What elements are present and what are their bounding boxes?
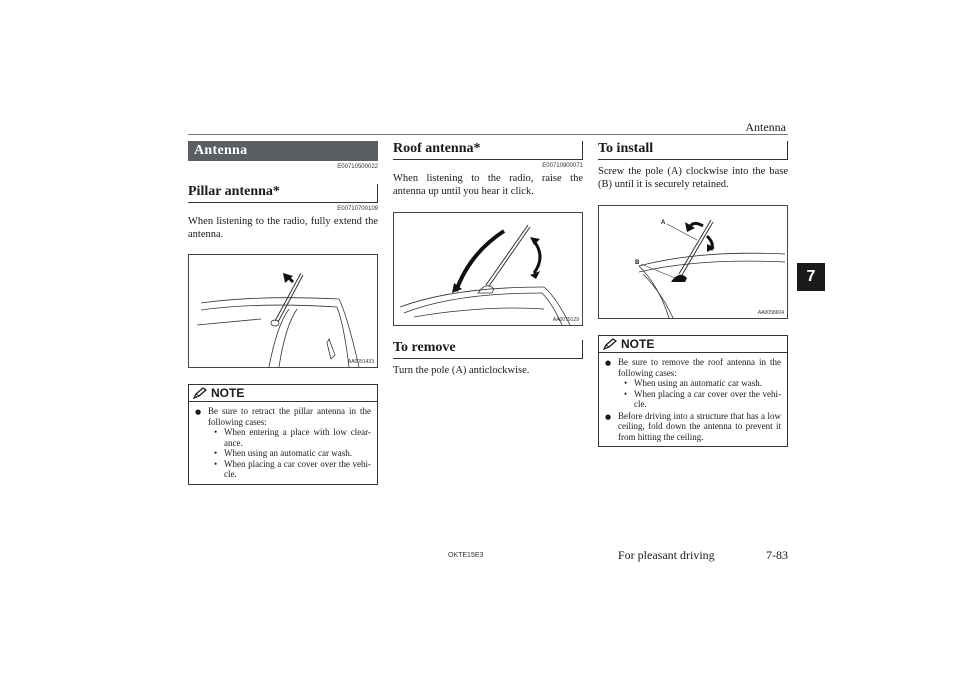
footer-code: OKTE15E3 bbox=[448, 552, 484, 559]
note-sub-item: • When using an automatic car wash. bbox=[624, 378, 762, 388]
note-body bbox=[189, 402, 377, 484]
label-b: B bbox=[635, 260, 640, 266]
note-header bbox=[189, 385, 377, 402]
pencil-icon bbox=[193, 387, 207, 399]
pillar-note-box bbox=[188, 384, 378, 485]
install-figure-code: AA0058604 bbox=[757, 310, 784, 316]
section-code: E00710500022 bbox=[337, 164, 378, 170]
install-figure bbox=[598, 205, 788, 319]
chapter-tab: 7 bbox=[797, 263, 825, 291]
label-a: A bbox=[661, 220, 666, 226]
note-item: ● Be sure to retract the pillar antenna in the following cases: bbox=[195, 406, 371, 427]
running-header: Antenna bbox=[745, 120, 786, 134]
pencil-icon bbox=[603, 338, 617, 350]
to-install-heading: To install bbox=[598, 141, 788, 160]
to-remove-heading: To remove bbox=[393, 340, 583, 359]
pillar-antenna-illustration bbox=[189, 255, 377, 367]
note-item: ● Be sure to remove the roof antenna in the following cases: bbox=[605, 357, 781, 378]
install-illustration bbox=[599, 206, 787, 318]
pillar-antenna-figure bbox=[188, 254, 378, 368]
note-header bbox=[599, 336, 787, 353]
roof-antenna-heading: Roof antenna* bbox=[393, 141, 583, 160]
note-sub-item: • When placing a car cover over the vehi-cle. bbox=[624, 388, 781, 409]
pillar-antenna-code: E00710700109 bbox=[337, 206, 378, 212]
roof-antenna-text: When listening to the radio, raise the antenna up until you hear it click. bbox=[393, 173, 583, 197]
roof-figure-code: AA0079129 bbox=[552, 317, 579, 323]
section-title: Antenna bbox=[188, 141, 378, 161]
note-body bbox=[599, 353, 787, 446]
footer-section: For pleasant driving bbox=[618, 548, 715, 562]
pillar-figure-code: AA0051433 bbox=[347, 359, 374, 365]
roof-antenna-illustration bbox=[394, 213, 582, 325]
pillar-antenna-heading: Pillar antenna* bbox=[188, 184, 378, 203]
header-rule bbox=[188, 134, 788, 135]
note-title: NOTE bbox=[621, 337, 655, 351]
column-3 bbox=[598, 141, 788, 447]
pillar-antenna-text: When listening to the radio, fully extend the antenna. bbox=[188, 216, 378, 240]
note-item: ● Before driving into a structure that has a low ceiling, fold down the antenna to prevent it from hitting the ceiling. bbox=[605, 410, 781, 442]
page-number: 7-83 bbox=[766, 548, 788, 562]
note-sub-item: • When entering a place with low clear-ance. bbox=[214, 427, 371, 448]
note-sub-item: • When using an automatic car wash. bbox=[214, 448, 352, 458]
bullet-icon: ● bbox=[605, 359, 612, 367]
note-title: NOTE bbox=[211, 386, 245, 400]
roof-antenna-code: E00710900071 bbox=[542, 163, 583, 169]
note-sub-item: • When placing a car cover over the vehi-cle. bbox=[214, 458, 371, 479]
bullet-icon: ● bbox=[605, 412, 612, 421]
roof-note-box bbox=[598, 335, 788, 447]
to-install-text: Screw the pole (A) clockwise into the base (B) until it is securely retained. bbox=[598, 166, 788, 190]
roof-antenna-figure bbox=[393, 212, 583, 326]
to-remove-text: Turn the pole (A) anticlockwise. bbox=[393, 365, 530, 376]
column-2 bbox=[393, 141, 583, 378]
column-1 bbox=[188, 141, 378, 485]
bullet-icon: ● bbox=[195, 408, 202, 416]
